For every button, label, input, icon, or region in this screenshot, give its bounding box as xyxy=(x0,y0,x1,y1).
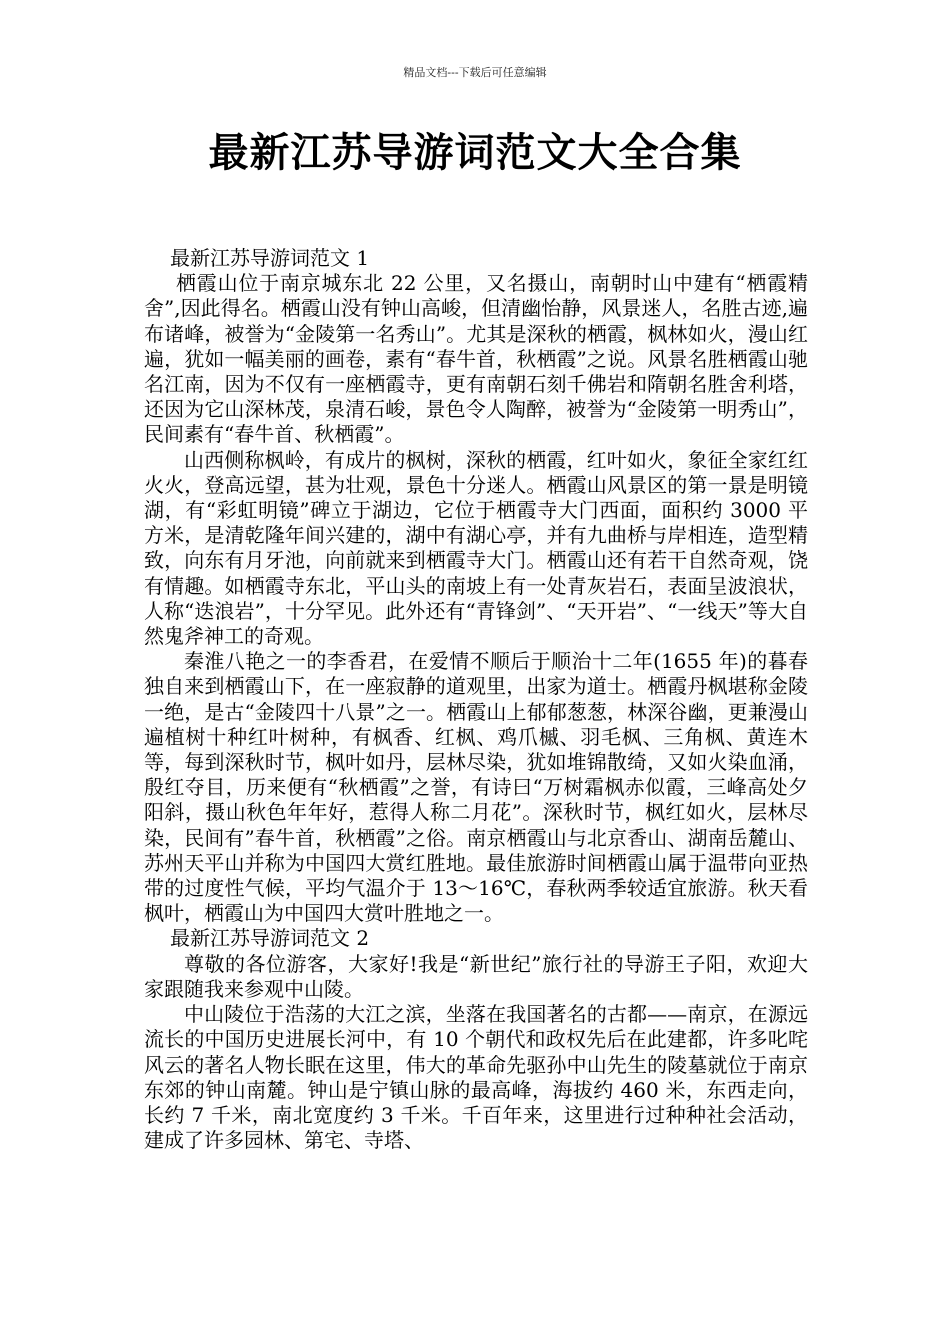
paragraph: 中山陵位于浩荡的大江之滨，坐落在我国著名的古都——南京，在源远流长的中国历史进展长河中，有 10 个朝代和政权先后在此建都，许多叱咤风云的著名人物长眠在这里，伟大的革命先驱孙中山先生的陵墓就位于南京东郊的钟山南麓。钟山是宁镇山脉的最高峰，海拔约 460 米，东西走向，长约 7 千米，南北宽度约 3 千米。千百年来，这里进行过种种社会活动，建成了许多园林、第宅、寺塔、 xyxy=(144,1002,808,1153)
section-heading: 最新江苏导游词范文 1 xyxy=(170,246,370,270)
document-title: 最新江苏导游词范文大全合集 xyxy=(208,129,742,176)
paragraph: 秦淮八艳之一的李香君，在爱情不顺后于顺治十二年(1655 年)的暮春独自来到栖霞山下，在一座寂静的道观里，出家为道士。栖霞丹枫堪称金陵一绝，是古“金陵四十八景”之一。栖霞山上郁郁葱葱，林深谷幽，更兼漫山遍植树十种红叶树种，有枫香、红枫、鸡爪槭、羽毛枫、三角枫、黄连木等，每到深秋时节，枫叶如丹，层林尽染，犹如堆锦散绮，又如火染血涌，殷红夺目，历来便有“秋栖霞”之誉，有诗曰“万树霜枫赤似霞，三峰高处夕阳斜，摄山秋色年年好，惹得人称二月花”。深秋时节，枫红如火，层林尽染，民间有”春牛首，秋栖霞”之俗。南京栖霞山与北京香山、湖南岳麓山、苏州天平山并称为中国四大赏红胜地。最佳旅游时间栖霞山属于温带向亚热带的过度性气候，平均气温介于 13～16℃，春秋两季较适宜旅游。秋天看枫叶，栖霞山为中国四大赏叶胜地之一。 xyxy=(144,649,808,926)
paragraph: 栖霞山位于南京城东北 22 公里，又名摄山，南朝时山中建有“栖霞精舍”,因此得名。栖霞山没有钟山高峻，但清幽怡静，风景迷人，名胜古迹,遍布诸峰，被誉为“金陵第一名秀山”。尤其是深秋的栖霞，枫林如火，漫山红遍，犹如一幅美丽的画卷，素有“春牛首，秋栖霞”之说。风景名胜栖霞山驰名江南，因为不仅有一座栖霞寺，更有南朝石刻千佛岩和隋朝名胜舍利塔，还因为它山深林茂，泉清石峻，景色令人陶醉，被誉为“金陵第一明秀山”，民间素有“春牛首、秋栖霞”。 xyxy=(144,271,808,447)
paragraph: 山西侧称枫岭，有成片的枫树，深秋的栖霞，红叶如火，象征全家红红火火，登高远望，甚为壮观，景色十分迷人。栖霞山风景区的第一景是明镜湖，有“彩虹明镜”碑立于湖边，它位于栖霞寺大门西面，面积约 3000 平方米，是清乾隆年间兴建的，湖中有湖心亭，并有九曲桥与岸相连，造型精致，向东有月牙池，向前就来到栖霞寺大门。栖霞山还有若干自然奇观，饶有情趣。如栖霞寺东北，平山头的南坡上有一处青灰岩石，表面呈波浪状，人称“迭浪岩”，十分罕见。此外还有“青锋剑”、“天开岩”、“一线天”等大自然鬼斧神工的奇观。 xyxy=(144,447,808,649)
paragraph: 尊敬的各位游客，大家好!我是“新世纪”旅行社的导游王子阳，欢迎大家跟随我来参观中山陵。 xyxy=(144,951,808,1001)
section-heading: 最新江苏导游词范文 2 xyxy=(170,926,370,951)
header-note: 精品文档---下载后可任意编辑 xyxy=(403,66,547,79)
document-body xyxy=(144,246,808,1153)
